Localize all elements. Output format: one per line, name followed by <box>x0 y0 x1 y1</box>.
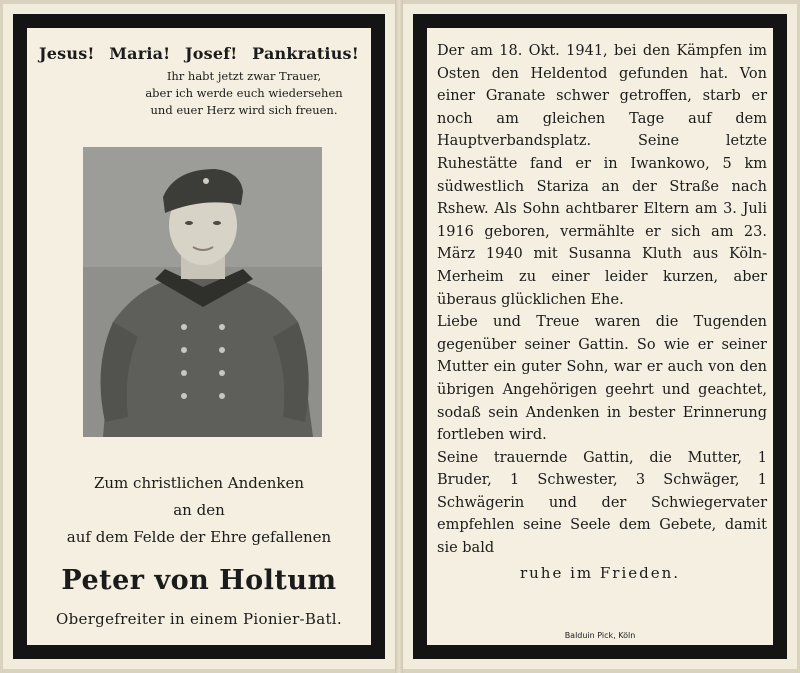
portrait-illustration <box>83 147 322 437</box>
right-card <box>403 4 797 669</box>
deceased-name: Peter von Holtum <box>61 565 337 596</box>
quote-line: Ihr habt jetzt zwar Trauer, <box>166 69 322 83</box>
memorial-line: Zum christlichen Andenken <box>93 474 305 492</box>
obituary-paragraph: Liebe und Treue waren die Tugenden gegenüber seiner Gattin. So wie er seiner Mutter ein guter Sohn, war er auch von den übrigen Angehörigen geehrt und geachtet, sodaß sein Andenken in bester Erinnerung fortleben wird. <box>437 314 767 444</box>
left-black-frame <box>13 14 385 659</box>
soldier-portrait-photo <box>83 147 322 437</box>
invocation-line <box>27 44 371 63</box>
invocation-pankratius: Pankratius! <box>252 44 359 63</box>
quote-line: und euer Herz wird sich freuen. <box>150 103 338 117</box>
memorial-dedication <box>27 470 371 551</box>
invocation-jesus: Jesus! <box>39 44 95 63</box>
printer-credit: Balduin Pick, Köln <box>564 631 636 640</box>
closing-blessing: ruhe im Frieden. <box>519 564 681 582</box>
memorial-line: an den <box>173 501 225 519</box>
invocation-josef: Josef! <box>185 44 238 63</box>
quote-line: aber ich werde euch wiedersehen <box>145 86 343 100</box>
card-fold <box>395 0 403 673</box>
invocation-maria: Maria! <box>109 44 171 63</box>
obituary-paragraph: Der am 18. Okt. 1941, bei den Kämpfen im Osten den Heldentod gefunden hat. Von einer Granate schwer getroffen, starb er noch am gleichen Tage auf dem Hauptverbandsplatz. Seine letzte Ruhestätte fand er in Iwankowo, 5 km südwestlich Stariza an der Straße nach Rshew. Als Sohn achtbarer Eltern am 3. Juli 1916 geboren, vermählte er sich am 23. März 1940 mit Susanna Kluth aus Köln-Merheim zu einer leider kurzen, aber überaus glücklichen Ehe. <box>437 43 767 308</box>
bible-quote <box>127 68 361 119</box>
memorial-line: auf dem Felde der Ehre gefallenen <box>66 528 332 546</box>
left-card <box>3 4 395 669</box>
military-rank: Obergefreiter in einem Pionier-Batl. <box>56 610 342 628</box>
right-black-frame <box>413 14 787 659</box>
obituary-paragraph: Seine trauernde Gattin, die Mutter, 1 Bruder, 1 Schwester, 3 Schwäger, 1 Schwägerin und der Schwiegervater empfehlen seine Seele dem Gebete, damit sie bald <box>437 449 767 557</box>
obituary-text <box>437 40 767 560</box>
